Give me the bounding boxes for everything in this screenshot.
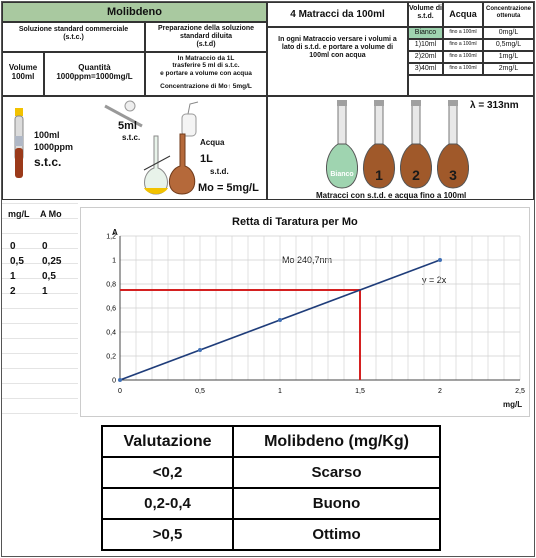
flask-label: 2 bbox=[412, 167, 420, 183]
left-table-header-mgl: mg/L bbox=[8, 209, 30, 219]
left-table-concentration: 0,5 bbox=[10, 256, 24, 267]
stc-abbr: (s.t.c.) bbox=[63, 34, 84, 42]
volume-cell bbox=[2, 52, 44, 96]
left-table-absorbance: 1 bbox=[42, 286, 48, 297]
chart-data-point bbox=[438, 258, 442, 262]
flasks-row bbox=[320, 96, 470, 194]
chart-x-tick-label: 1,5 bbox=[355, 388, 365, 395]
flask-1l-label: 1L bbox=[200, 153, 213, 165]
matracci-volume-cell: 3)40ml bbox=[408, 63, 443, 75]
volumetric-flask-icon bbox=[363, 100, 394, 188]
acqua-header: Acqua bbox=[443, 2, 483, 27]
chart-x-tick-label: 0 bbox=[118, 388, 122, 395]
table-row bbox=[102, 519, 440, 550]
matracci-conc-cell: 1mg/L bbox=[483, 51, 534, 63]
empty-flask-liquid-icon bbox=[144, 188, 168, 194]
bottle-cap-icon bbox=[15, 108, 23, 116]
std-desc-line3: e portare a volume con acqua bbox=[160, 69, 252, 77]
vol-header: Volume di s.t.d. bbox=[408, 2, 443, 27]
volumetric-flask-icon bbox=[326, 100, 357, 188]
matracci-conc-cell: 0mg/L bbox=[483, 27, 534, 39]
left-table-absorbance: 0,25 bbox=[42, 256, 62, 267]
left-table-concentration: 2 bbox=[10, 286, 16, 297]
chart-y-tick-label: 0 bbox=[112, 377, 116, 385]
stc-title: Soluzione standard commerciale bbox=[18, 26, 129, 33]
acqua-label: Acqua bbox=[200, 138, 225, 147]
chart-y-tick-label: 0,8 bbox=[106, 281, 116, 289]
matracci-title: 4 Matracci da 100ml bbox=[267, 2, 408, 27]
matracci-table-empty-row bbox=[408, 75, 534, 96]
matracci-conc-cell: 0,5mg/L bbox=[483, 39, 534, 51]
volumetric-flask-icon bbox=[400, 100, 431, 188]
evaluation-range: >0,5 bbox=[102, 519, 233, 550]
left-table-concentration: 0 bbox=[10, 241, 16, 252]
calibration-chart bbox=[96, 230, 526, 400]
pipette-volume-label: 5ml bbox=[118, 120, 137, 132]
pipette-stc-label: s.t.c. bbox=[122, 133, 141, 142]
bottle-volume-label: 100ml bbox=[34, 130, 60, 140]
quantita-label: Quantità bbox=[78, 63, 111, 72]
flask-label: Bianco bbox=[330, 171, 354, 178]
matracci-acqua-cell: fino a 100ml bbox=[443, 39, 483, 51]
std-desc-cell bbox=[145, 52, 267, 96]
chart-data-point bbox=[278, 318, 282, 322]
chart-data-point bbox=[198, 348, 202, 352]
chart-x-tick-label: 2 bbox=[438, 388, 442, 395]
chart-y-tick-label: 0,4 bbox=[106, 329, 116, 337]
chart-x-label: mg/L bbox=[503, 400, 523, 409]
matracci-acqua-cell: fino a 100ml bbox=[443, 27, 483, 39]
chart-y-tick-label: 0,2 bbox=[106, 353, 116, 361]
chart-data-point bbox=[118, 378, 122, 382]
left-data-table bbox=[2, 203, 78, 418]
evaluation-range: <0,2 bbox=[102, 457, 233, 488]
volume-value: 100ml bbox=[11, 72, 35, 82]
left-table-absorbance: 0 bbox=[42, 241, 48, 252]
std-flask-icon bbox=[169, 134, 194, 194]
table-row bbox=[102, 457, 440, 488]
lambda-label: λ = 313nm bbox=[470, 100, 519, 111]
matracci-volume-cell: Bianco bbox=[408, 27, 443, 39]
matracci-acqua-cell: fino a 100ml bbox=[443, 51, 483, 63]
evaluation-range: 0,2-0,4 bbox=[102, 488, 233, 519]
chart-y-tick-label: 1 bbox=[112, 257, 116, 265]
volumetric-flask-icon bbox=[437, 100, 468, 188]
evaluation-header-2: Molibdeno (mg/Kg) bbox=[233, 426, 440, 457]
stc-header bbox=[2, 22, 145, 52]
bottle-ppm-label: 1000ppm bbox=[34, 142, 74, 152]
bottle-liquid-icon bbox=[15, 148, 23, 178]
flasks-caption: Matracci con s.t.d. e acqua fino a 100ml bbox=[316, 191, 467, 200]
left-table-absorbance: 0,5 bbox=[42, 271, 56, 282]
matracci-desc: In ogni Matraccio versare i volumi a lato di s.t.d. e portare a volume di 100ml con acqua bbox=[267, 27, 408, 96]
chart-x-tick-label: 0,5 bbox=[195, 388, 205, 395]
chart-annotation: Mo 240,7nm bbox=[282, 255, 333, 265]
evaluation-table bbox=[101, 425, 441, 551]
chart-y-label: A bbox=[112, 228, 118, 237]
left-table-concentration: 1 bbox=[10, 271, 16, 282]
wash-bottle-tip-icon bbox=[188, 102, 198, 114]
bottle-stc-label: s.t.c. bbox=[34, 155, 62, 169]
chart-x-tick-label: 1 bbox=[278, 388, 282, 395]
wash-bottle-icon bbox=[182, 114, 196, 136]
chart-y-tick-label: 1,2 bbox=[106, 233, 116, 241]
std-header bbox=[145, 22, 267, 52]
evaluation-rating: Ottimo bbox=[233, 519, 440, 550]
flask-std-label: s.t.d. bbox=[210, 167, 229, 176]
conc-header: Concentrazione ottenuta bbox=[483, 2, 534, 27]
chart-equation: y = 2x bbox=[422, 275, 447, 285]
quantita-value: 1000ppm=1000mg/L bbox=[56, 72, 133, 82]
bottle-label-icon bbox=[15, 136, 23, 146]
std-desc-line1: In Matraccio da 1L bbox=[177, 55, 235, 62]
chart-x-tick-label: 2,5 bbox=[515, 388, 525, 395]
evaluation-header-1: Valutazione bbox=[102, 426, 233, 457]
mo-concentration-label: Mo = 5mg/L bbox=[198, 182, 259, 194]
matracci-volume-cell: 2)20ml bbox=[408, 51, 443, 63]
evaluation-rating: Scarso bbox=[233, 457, 440, 488]
pipette-bulb-icon bbox=[125, 101, 135, 111]
quantita-cell bbox=[44, 52, 145, 96]
evaluation-rating: Buono bbox=[233, 488, 440, 519]
volume-label: Volume bbox=[8, 63, 38, 72]
left-table-header-a-mo: A Mo bbox=[40, 209, 62, 219]
std-desc-line2: trasferire 5 ml di s.t.c. bbox=[172, 62, 240, 70]
flask-label: 3 bbox=[449, 167, 457, 183]
molibdeno-header: Molibdeno bbox=[2, 2, 267, 22]
matracci-volume-cell: 1)10ml bbox=[408, 39, 443, 51]
matracci-acqua-cell: fino a 100ml bbox=[443, 63, 483, 75]
chart-y-tick-label: 0,6 bbox=[106, 305, 116, 313]
chart-title: Retta di Taratura per Mo bbox=[232, 216, 358, 228]
std-concentration: Concentrazione di Mo↑ 5mg/L bbox=[160, 83, 252, 91]
matracci-conc-cell: 2mg/L bbox=[483, 63, 534, 75]
flask-label: 1 bbox=[375, 167, 383, 183]
std-title: Preparazione della soluzione standard diluita bbox=[157, 25, 255, 41]
empty-flask-icon bbox=[145, 136, 168, 194]
table-row bbox=[102, 488, 440, 519]
std-abbr: (s.t.d) bbox=[196, 41, 216, 49]
